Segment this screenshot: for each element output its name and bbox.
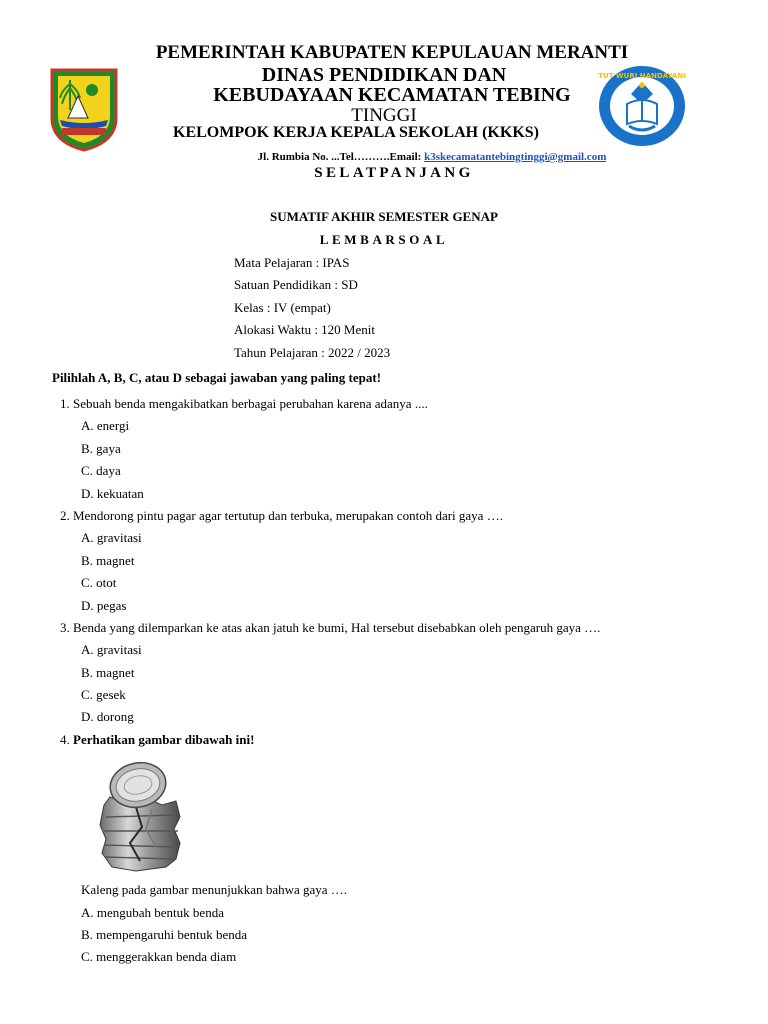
question-text: 1. Sebuah benda mengakibatkan berbagai perubahan karena adanya .... bbox=[60, 396, 428, 411]
header-department-2: KEBUDAYAAN KECAMATAN TEBING bbox=[213, 84, 571, 106]
question-text: 3. Benda yang dilemparkan ke atas akan jatuh ke bumi, Hal tersebut disebabkan oleh pengaruh gaya …. bbox=[60, 619, 601, 635]
option: C. otot bbox=[81, 575, 117, 591]
header-address bbox=[48, 151, 768, 163]
header-city: SELATPANJANG bbox=[314, 165, 474, 181]
option: B. magnet bbox=[81, 664, 135, 680]
meta-class: Kelas : IV (empat) bbox=[234, 299, 331, 315]
question-text: 2. Mendorong pintu pagar agar tertutup dan terbuka, merupakan contoh dari gaya …. bbox=[60, 507, 503, 523]
option: A. gravitasi bbox=[81, 530, 142, 546]
option: D. dorong bbox=[81, 709, 134, 725]
instruction: Pilihlah A, B, C, atau D sebagai jawaban yang paling tepat! bbox=[52, 370, 382, 385]
meta-subject: Mata Pelajaran : IPAS bbox=[234, 255, 350, 270]
question-4-heading bbox=[60, 729, 750, 751]
crushed-can-image bbox=[96, 757, 184, 875]
option: D. pegas bbox=[81, 597, 127, 613]
question-4 bbox=[60, 729, 750, 969]
option: C. gesek bbox=[81, 687, 126, 703]
header-department-3: TINGGI bbox=[351, 105, 417, 126]
question-2 bbox=[60, 505, 750, 617]
option: A. mengubah bentuk benda bbox=[81, 904, 224, 920]
option: C. menggerakkan benda diam bbox=[81, 949, 237, 965]
option: A. energi bbox=[81, 418, 130, 434]
question-number: 4. bbox=[60, 731, 73, 747]
exam-meta bbox=[234, 252, 390, 364]
option: D. kekuatan bbox=[81, 485, 144, 501]
question-1 bbox=[60, 393, 750, 505]
exam-title: SUMATIF AKHIR SEMESTER GENAP bbox=[270, 209, 498, 224]
option: B. mempengaruhi bentuk benda bbox=[81, 927, 248, 943]
meta-unit: Satuan Pendidikan : SD bbox=[234, 277, 358, 293]
question-3 bbox=[60, 617, 750, 729]
meta-year: Tahun Pelajaran : 2022 / 2023 bbox=[234, 344, 391, 360]
question-text: Perhatikan gambar dibawah ini! bbox=[73, 731, 255, 747]
meta-duration: Alokasi Waktu : 120 Menit bbox=[234, 322, 375, 338]
option: B. magnet bbox=[81, 552, 135, 568]
option: B. gaya bbox=[81, 440, 121, 456]
question-list bbox=[60, 393, 750, 969]
logo-ring-text: TUT WURI HANDAYANI bbox=[598, 72, 686, 80]
sheet-title: LEMBARSOAL bbox=[319, 232, 449, 247]
option: C. daya bbox=[81, 463, 121, 479]
question-prompt: Kaleng pada gambar menunjukkan bahwa gaya …. bbox=[81, 882, 348, 898]
header-department-1: DINAS PENDIDIKAN DAN bbox=[261, 64, 507, 86]
header-kkks: KELOMPOK KERJA KEPALA SEKOLAH (KKKS) bbox=[173, 124, 539, 141]
question-4-body bbox=[60, 879, 750, 969]
header-government: PEMERINTAH KABUPATEN KEPULAUAN MERANTI bbox=[155, 42, 629, 63]
option: A. gravitasi bbox=[81, 642, 142, 658]
email-link[interactable]: k3skecamatantebingtinggi@gmail.com bbox=[424, 151, 607, 163]
address-text: Jl. Rumbia No. ...Tel……….Email: bbox=[257, 151, 425, 163]
